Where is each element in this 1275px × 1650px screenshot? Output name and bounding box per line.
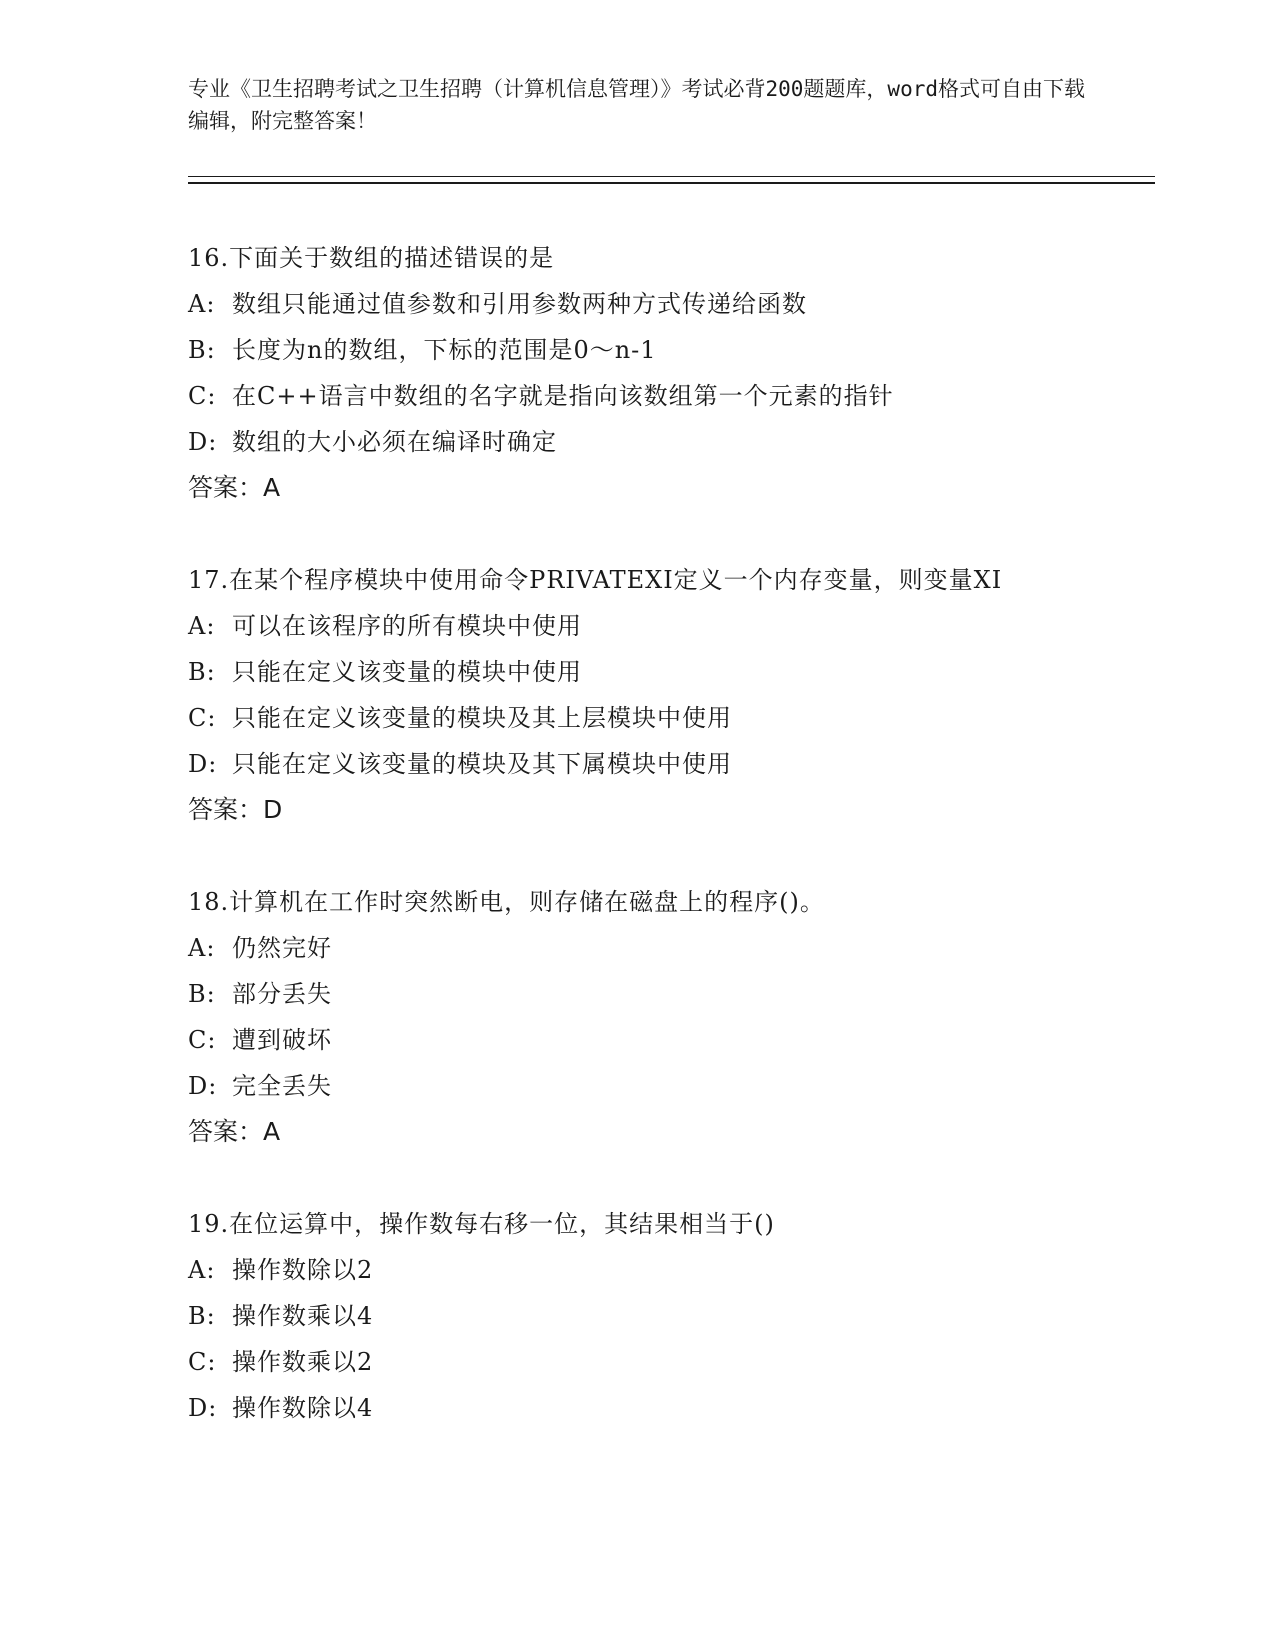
option-b [188,1293,1108,1339]
option-label: C: [188,1026,217,1054]
option-c [188,695,1108,741]
option-label: D: [188,428,218,456]
document-header [188,73,1088,137]
question-stem: 16.下面关于数组的描述错误的是 [188,244,555,272]
option-d [188,1385,1108,1431]
option-text: 部分丢失 [232,980,332,1008]
option-label: B: [188,336,216,364]
answer-line: 答案：A [188,1117,281,1146]
question-18 [188,879,1108,1155]
option-label: C: [188,704,217,732]
option-label: A: [188,612,216,640]
option-a [188,1247,1108,1293]
option-b [188,327,1108,373]
option-label: D: [188,1072,218,1100]
header-divider-bottom [188,182,1155,184]
option-c [188,373,1108,419]
option-text: 完全丢失 [232,1072,332,1100]
question-stem: 19.在位运算中，操作数每右移一位，其结果相当于() [188,1210,775,1238]
option-text: 操作数除以4 [232,1394,374,1422]
option-label: D: [188,750,218,778]
header-divider-top [188,176,1155,177]
option-text: 操作数乘以4 [232,1302,374,1330]
option-label: C: [188,1348,217,1376]
option-b [188,971,1108,1017]
option-text: 只能在定义该变量的模块及其下属模块中使用 [232,750,732,778]
option-text: 操作数除以2 [232,1256,374,1284]
option-c [188,1339,1108,1385]
option-label: B: [188,1302,216,1330]
option-text: 遭到破坏 [232,1026,332,1054]
option-b [188,649,1108,695]
option-d [188,1063,1108,1109]
option-label: B: [188,980,216,1008]
option-text: 仍然完好 [232,934,332,962]
option-a [188,603,1108,649]
option-a [188,281,1108,327]
option-label: C: [188,382,217,410]
option-text: 数组的大小必须在编译时确定 [232,428,557,456]
option-d [188,741,1108,787]
option-text: 操作数乘以2 [232,1348,374,1376]
option-text: 数组只能通过值参数和引用参数两种方式传递给函数 [232,290,807,318]
question-17 [188,557,1108,833]
option-label: B: [188,658,216,686]
option-text: 只能在定义该变量的模块中使用 [232,658,582,686]
option-a [188,925,1108,971]
option-text: 在C++语言中数组的名字就是指向该数组第一个元素的指针 [232,382,894,410]
option-text: 可以在该程序的所有模块中使用 [232,612,582,640]
option-label: A: [188,934,216,962]
option-c [188,1017,1108,1063]
question-19 [188,1201,1108,1431]
answer-line: 答案：A [188,473,281,502]
option-label: A: [188,1256,216,1284]
option-label: A: [188,290,216,318]
question-16 [188,235,1108,511]
answer-line: 答案：D [188,795,283,824]
option-text: 只能在定义该变量的模块及其上层模块中使用 [232,704,732,732]
option-d [188,419,1108,465]
question-list [188,235,1108,1477]
option-label: D: [188,1394,218,1422]
header-text: 专业《卫生招聘考试之卫生招聘（计算机信息管理）》考试必背200题题库，word格式可自由下载编辑，附完整答案！ [188,77,1085,133]
option-text: 长度为n的数组，下标的范围是0～n-1 [232,336,657,364]
question-stem: 17.在某个程序模块中使用命令PRIVATEXI定义一个内存变量，则变量XI [188,566,1003,594]
question-stem: 18.计算机在工作时突然断电，则存储在磁盘上的程序()。 [188,888,825,916]
